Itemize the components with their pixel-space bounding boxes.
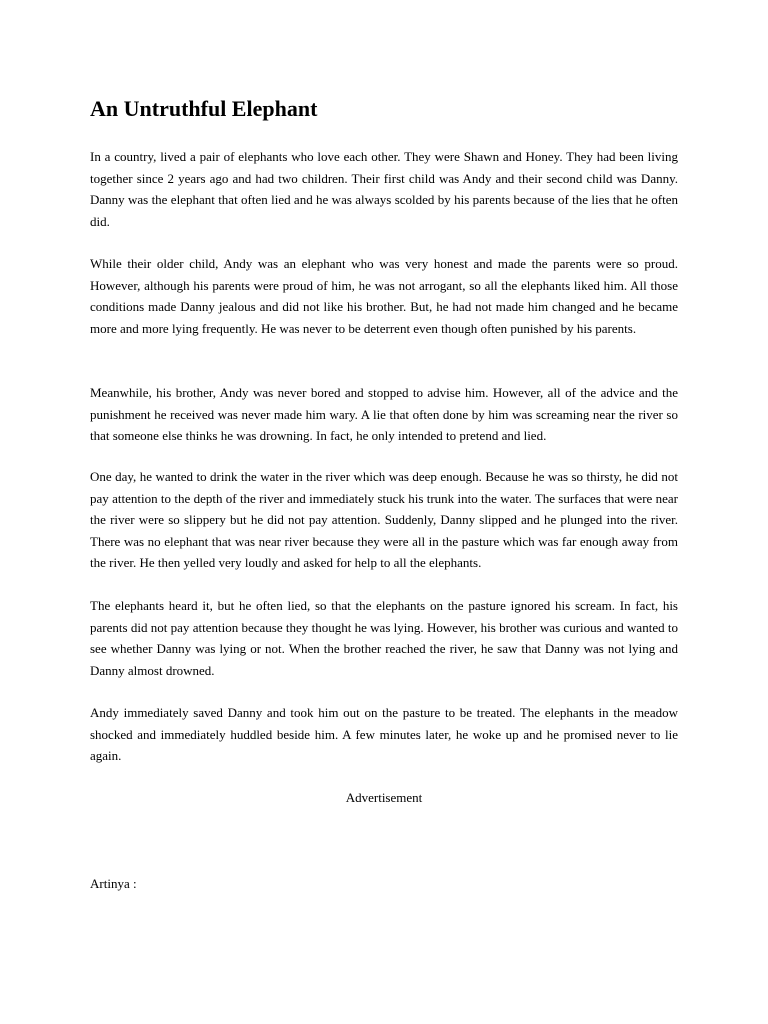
story-paragraph-2: While their older child, Andy was an elephant who was very honest and made the parents were so proud. However, although his parents were proud of him, he was not arrogant, so all the elephants liked him. All those conditions made Danny jealous and did not like his brother. But, he had not made him changed and he became more and more lying frequently. He was never to be deterrent even though often punished by his parents. [90, 256, 678, 336]
story-paragraph-4: One day, he wanted to drink the water in the river which was deep enough. Because he was so thirsty, he did not pay attention to the depth of the river and immediately stuck his trunk into the water. The surfaces that were near the river were so slippery but he did not pay attention. Suddenly, Danny slipped and he plunged into the river. There was no elephant that was near river because they were all in the pasture which was far enough away from the river. He then yelled very loudly and asked for help to all the elephants. [90, 469, 678, 570]
advertisement-label: Advertisement [345, 790, 423, 805]
story-paragraph-5: The elephants heard it, but he often lied, so that the elephants on the pasture ignored his scream. In fact, his parents did not pay attention because they thought he was lying. However, his brother was curious and wanted to see whether Danny was lying or not. When the brother reached the river, he saw that Danny was not lying and Danny almost drowned. [90, 598, 678, 678]
story-paragraph-6: Andy immediately saved Danny and took him out on the pasture to be treated. The elephants in the meadow shocked and immediately huddled beside him. A few minutes later, he woke up and he promised never to lie again. [90, 705, 678, 763]
document-title: An Untruthful Elephant [90, 96, 318, 121]
story-paragraph-1: In a country, lived a pair of elephants who love each other. They were Shawn and Honey. They had been living together since 2 years ago and had two children. Their first child was Andy and their second child was Danny. Danny was the elephant that often lied and he was always scolded by his parents because of the lies that he often did. [90, 149, 678, 229]
translation-label: Artinya : [90, 876, 137, 891]
story-paragraph-3: Meanwhile, his brother, Andy was never bored and stopped to advise him. However, all of the advice and the punishment he received was never made him wary. A lie that often done by him was screaming near the river so that someone else thinks he was drowning. In fact, he only intended to pretend and lied. [90, 385, 678, 443]
